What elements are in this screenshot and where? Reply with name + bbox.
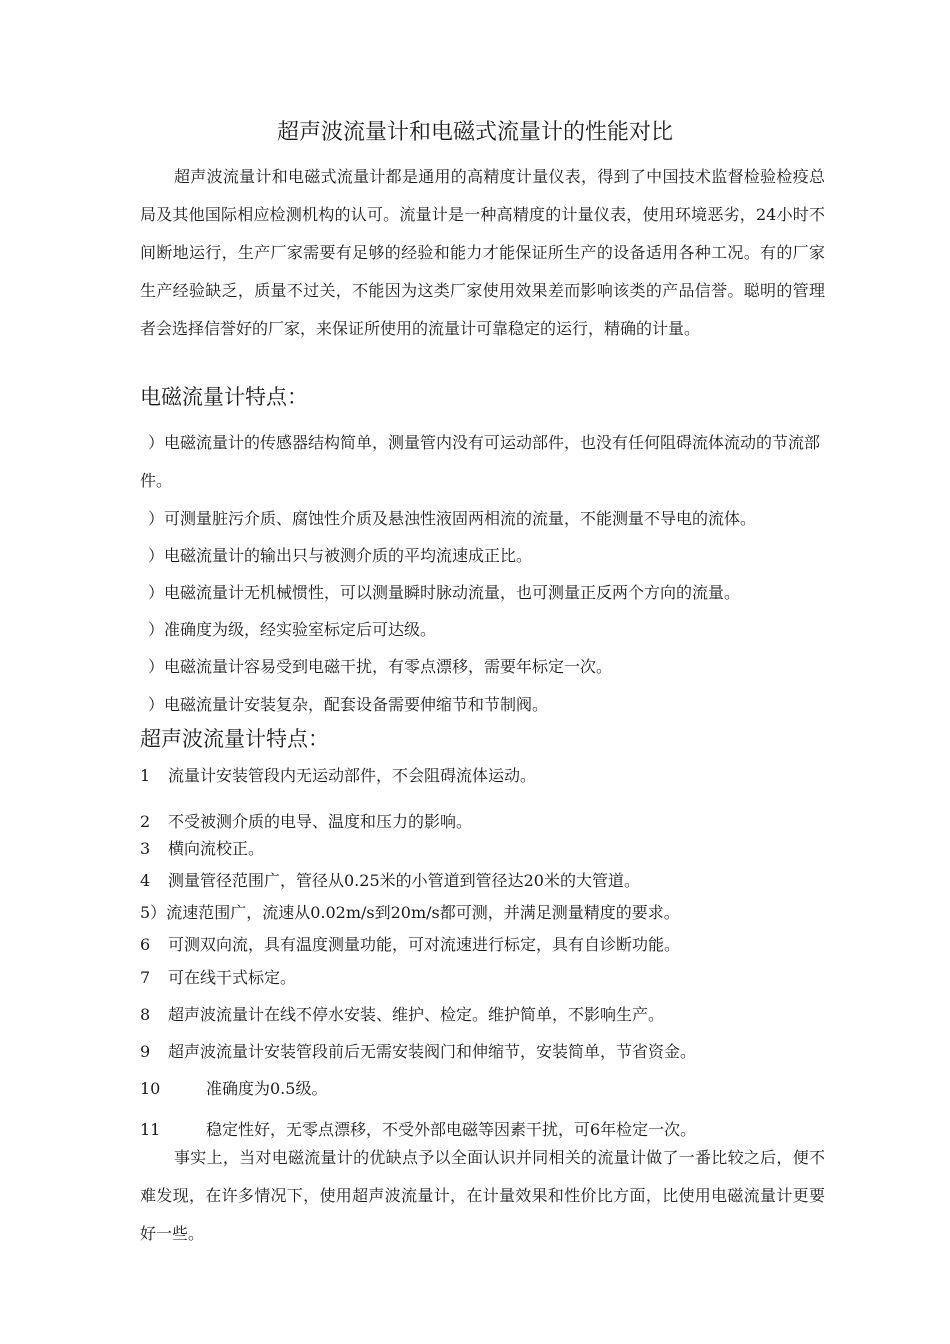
document-title: 超声波流量计和电磁式流量计的性能对比 (276, 120, 673, 145)
em-item: ）电磁流量计容易受到电磁干扰，有零点漂移，需要年标定一次。 (148, 657, 613, 676)
us-item (140, 1003, 830, 1027)
us-item-number: 11 (140, 1120, 161, 1139)
us-item-number: 5） (140, 903, 167, 922)
us-item-number: 9 (140, 1042, 151, 1061)
us-item (140, 1077, 830, 1101)
us-item-number: 10 (140, 1079, 161, 1098)
intro-paragraph: 超声波流量计和电磁式流量计都是通用的高精度计量仪表，得到了中国技术监督检验检疫总局及其他国际相应检测机构的认可。流量计是一种高精度的计量仪表，使用环境恶劣，24小时不间断地运行，生产厂家需要有足够的经验和能力才能保证所生产的设备适用各种工况。有的厂家生产经验缺乏，质量不过关，不能因为这类厂家使用效果差而影响该类的产品信誉。聪明的管理者会选择信誉好的厂家，来保证所使用的流量计可靠稳定的运行，精确的计量。 (140, 167, 825, 338)
us-item-number: 6 (140, 935, 151, 954)
us-item-text: 稳定性好，无零点漂移，不受外部电磁等因素干扰，可6年检定一次。 (206, 1120, 697, 1139)
us-item-text: 不受被测介质的电导、温度和压力的影响。 (168, 812, 473, 831)
em-item: ）电磁流量计的输出只与被测介质的平均流速成正比。 (148, 546, 533, 565)
us-item-text: 超声波流量计在线不停水安装、维护、检定。维护简单，不影响生产。 (168, 1005, 665, 1024)
us-item (140, 764, 830, 788)
us-item-text: 流量计安装管段内无运动部件，不会阻碍流体运动。 (168, 766, 537, 785)
us-heading: 超声波流量计特点： (140, 727, 329, 751)
em-item: ）电磁流量计的传感器结构简单，测量管内没有可运动部件，也没有任何阻碍流体流动的节流部件。 (140, 433, 821, 490)
us-item-text: 超声波流量计安装管段前后无需安装阀门和伸缩节，安装简单，节省资金。 (168, 1042, 697, 1061)
us-item (140, 966, 830, 990)
us-item (140, 901, 830, 925)
us-item-number: 2 (140, 812, 151, 831)
em-item: ）可测量脏污介质、腐蚀性介质及悬浊性液固两相流的流量，不能测量不导电的流体。 (148, 509, 757, 528)
us-item (140, 810, 830, 834)
em-item: ）电磁流量计安装复杂，配套设备需要伸缩节和节制阀。 (148, 695, 549, 714)
conclusion-paragraph: 事实上，当对电磁流量计的优缺点予以全面认识并同相关的流量计做了一番比较之后，便不难发现，在许多情况下，使用超声波流量计，在计量效果和性价比方面，比使用电磁流量计更要好一些。 (140, 1148, 825, 1243)
em-heading: 电磁流量计特点： (140, 385, 308, 409)
us-item-number: 8 (140, 1005, 151, 1024)
us-item-text: 准确度为0.5级。 (206, 1079, 328, 1098)
us-item-text: 测量管径范围广，管径从0.25米的小管道到管径达20米的大管道。 (168, 871, 640, 890)
us-item-text: 流速范围广，流速从0.02m/s到20m/s都可测，并满足测量精度的要求。 (166, 903, 680, 922)
us-item-number: 1 (140, 766, 151, 785)
us-item-number: 4 (140, 871, 151, 890)
us-item-text: 横向流校正。 (168, 839, 265, 858)
us-item (140, 933, 830, 957)
us-item-text: 可测双向流，具有温度测量功能，可对流速进行标定，具有自诊断功能。 (168, 935, 681, 954)
em-item: ）电磁流量计无机械惯性，可以测量瞬时脉动流量，也可测量正反两个方向的流量。 (148, 583, 741, 602)
us-item (140, 869, 830, 893)
us-item-number: 3 (140, 839, 151, 858)
us-item (140, 1040, 830, 1064)
us-item-text: 可在线干式标定。 (168, 968, 297, 987)
us-item-number: 7 (140, 968, 151, 987)
em-item: ）准确度为级，经实验室标定后可达级。 (148, 620, 437, 639)
us-item (140, 837, 830, 861)
